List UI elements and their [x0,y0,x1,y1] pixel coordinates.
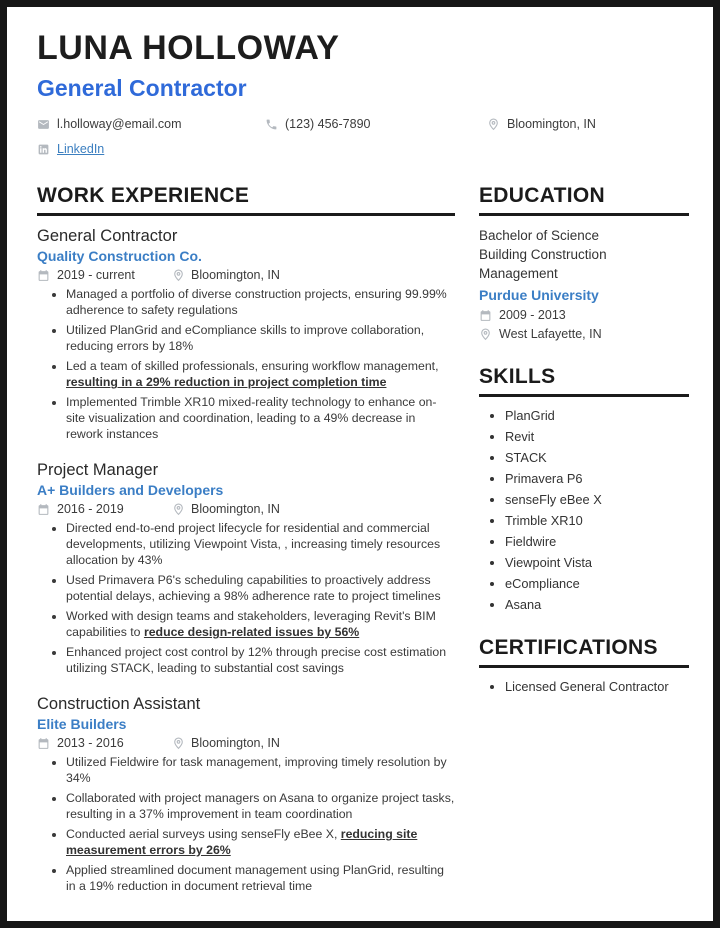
job-title: Project Manager [37,461,159,480]
certifications-section [479,636,689,694]
envelope-icon [37,118,50,131]
job-bullet: • Conducted aerial surveys using senseFly eBee X, reducing site measurement errors by 26% [66,827,455,859]
education-degree: Bachelor of Science [479,228,600,244]
skill-item: • Trimble XR10 [505,513,689,528]
certifications-list [479,679,689,694]
job-company: Elite Builders [37,716,127,733]
location-pin-icon [479,328,492,341]
job-meta [37,736,455,750]
job-bullets [37,287,455,443]
skill-item: • senseFly eBee X [505,492,689,507]
job-location: Bloomington, IN [191,268,280,283]
job-entry [37,461,455,677]
skill-item: • eCompliance [505,576,689,591]
contact-email-text: l.holloway@email.com [57,117,182,132]
job-bullet: • Worked with design teams and stakeholders, leveraging Revit's BIM capabilities to reduce design-related issues by 56% [66,609,455,641]
job-dates: 2013 - 2016 [57,736,124,751]
job-bullet: • Managed a portfolio of diverse construction projects, ensuring 99.99% adherence to safety regulations [66,287,455,319]
job-bullets [37,521,455,677]
contact-phone [265,117,487,131]
job-bullets [37,755,455,895]
job-location: Bloomington, IN [191,736,280,751]
job-dates: 2016 - 2019 [57,502,124,517]
candidate-name: LUNA HOLLOWAY [37,29,340,67]
education-section [479,184,689,341]
job-location: Bloomington, IN [191,502,280,517]
certifications-heading: CERTIFICATIONS [479,636,689,668]
right-column [479,184,689,913]
calendar-icon [37,269,50,282]
job-meta [37,502,455,516]
education-location-row [479,327,689,341]
candidate-title: General Contractor [37,75,247,102]
job-company: A+ Builders and Developers [37,482,224,499]
job-company: Quality Construction Co. [37,248,202,265]
skill-item: • Viewpoint Vista [505,555,689,570]
job-bullet: • Collaborated with project managers on Asana to organize project tasks, resulting in a 37% improvement in team coordination [66,791,455,823]
education-school: Purdue University [479,287,599,304]
skills-heading: SKILLS [479,365,689,397]
job-bullet: • Utilized Fieldwire for task management, improving timely resolution by 34% [66,755,455,787]
skill-item: • STACK [505,450,689,465]
contact-location [487,117,689,131]
education-heading: EDUCATION [479,184,689,216]
contact-row [37,117,689,156]
education-dates: 2009 - 2013 [499,308,566,323]
education-dates-row [479,308,689,322]
work-experience-section [37,184,455,913]
education-field: Building Construction Management [479,247,607,282]
linkedin-link[interactable]: LinkedIn [57,142,105,157]
job-bullet: • Enhanced project cost control by 12% through precise cost estimation utilizing STACK, leading to substantial cost savings [66,645,455,677]
contact-location-text: Bloomington, IN [507,117,596,132]
resume-header [37,29,689,156]
resume-body [37,184,689,913]
job-entry [37,227,455,443]
job-title: General Contractor [37,227,178,246]
calendar-icon [37,737,50,750]
skill-item: • PlanGrid [505,408,689,423]
job-title: Construction Assistant [37,695,201,714]
location-pin-icon [172,269,185,282]
linkedin-icon [37,143,50,156]
location-pin-icon [172,737,185,750]
location-pin-icon [172,503,185,516]
skills-list [479,408,689,612]
job-bullet: • Utilized PlanGrid and eCompliance skills to improve collaboration, reducing errors by 18% [66,323,455,355]
skill-item: • Revit [505,429,689,444]
job-bullet: • Directed end-to-end project lifecycle for residential and commercial developments, utilizing Viewpoint Vista, , increasing timely resources allocation by 43% [66,521,455,569]
contact-email [37,117,265,131]
skill-item: • Primavera P6 [505,471,689,486]
job-entry [37,695,455,895]
job-bullet: • Led a team of skilled professionals, ensuring workflow management, resulting in a 29% reduction in project completion time [66,359,455,391]
location-pin-icon [487,118,500,131]
skills-section [479,365,689,612]
job-bullet: • Implemented Trimble XR10 mixed-reality technology to enhance on-site visualization and coordination, leading to a 49% decrease in rework instances [66,395,455,443]
skill-item: • Asana [505,597,689,612]
phone-icon [265,118,278,131]
calendar-icon [479,309,492,322]
job-dates: 2019 - current [57,268,135,283]
job-meta [37,268,455,282]
contact-linkedin[interactable] [37,142,265,156]
job-bullet: • Applied streamlined document management using PlanGrid, resulting in a 19% reduction in document retrieval time [66,863,455,895]
work-experience-heading: WORK EXPERIENCE [37,184,455,216]
job-bullet: • Used Primavera P6's scheduling capabilities to proactively address potential delays, achieving a 98% adherence rate to project timelines [66,573,455,605]
education-location: West Lafayette, IN [499,327,602,342]
contact-phone-text: (123) 456-7890 [285,117,371,132]
calendar-icon [37,503,50,516]
skill-item: • Fieldwire [505,534,689,549]
certification-item: • Licensed General Contractor [505,679,689,694]
